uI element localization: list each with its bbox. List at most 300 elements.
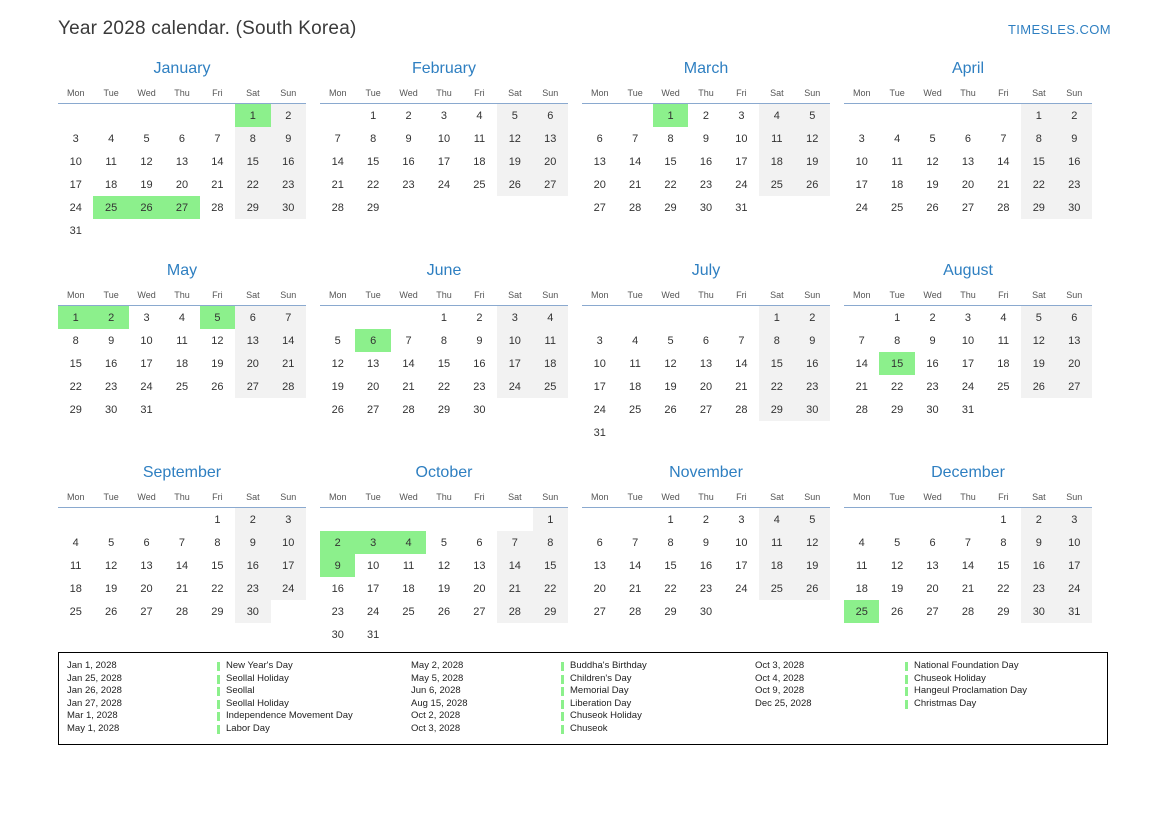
day-cell: 27 bbox=[533, 173, 568, 196]
empty-cell bbox=[391, 196, 426, 219]
week-row bbox=[844, 104, 1092, 128]
legend-holiday-name: Memorial Day bbox=[561, 685, 755, 698]
legend-date: Oct 9, 2028 bbox=[755, 685, 805, 697]
day-cell-holiday: 27 bbox=[164, 196, 199, 219]
weekday-header: Tue bbox=[617, 488, 652, 508]
day-cell: 23 bbox=[795, 375, 830, 398]
day-cell: 9 bbox=[1021, 531, 1056, 554]
month-august bbox=[844, 262, 1092, 444]
day-cell: 8 bbox=[894, 334, 901, 347]
empty-cell bbox=[653, 421, 688, 444]
day-cell: 9 bbox=[929, 334, 936, 347]
month-table bbox=[582, 84, 830, 219]
legend-date: Oct 3, 2028 bbox=[411, 722, 461, 734]
legend-dates-2 bbox=[411, 660, 561, 736]
day-cell: 24 bbox=[437, 178, 451, 191]
weekday-header: Thu bbox=[426, 488, 461, 508]
day-cell: 20 bbox=[533, 150, 568, 173]
week-row bbox=[320, 375, 568, 398]
weekday-header: Sun bbox=[795, 286, 830, 306]
empty-cell bbox=[426, 623, 461, 646]
day-cell: 5 bbox=[929, 132, 936, 145]
day-cell: 11 bbox=[856, 559, 868, 572]
day-cell: 15 bbox=[664, 155, 677, 168]
month-title: December bbox=[931, 464, 1005, 481]
day-cell: 25 bbox=[891, 201, 904, 214]
day-cell: 12 bbox=[105, 559, 118, 572]
weekday-header: Fri bbox=[462, 84, 497, 104]
day-cell: 16 bbox=[1021, 554, 1056, 577]
weekday-header: Fri bbox=[986, 84, 1021, 104]
day-cell: 1 bbox=[894, 311, 901, 324]
day-cell: 17 bbox=[69, 178, 82, 191]
weekday-header: Sun bbox=[795, 84, 830, 104]
day-cell: 29 bbox=[437, 403, 451, 416]
day-cell: 12 bbox=[211, 334, 224, 347]
day-cell: 30 bbox=[795, 398, 830, 421]
day-cell: 14 bbox=[175, 559, 189, 572]
legend-holiday-name: Chuseok bbox=[561, 723, 755, 736]
weekday-header: Tue bbox=[93, 488, 128, 508]
day-cell: 8 bbox=[72, 334, 79, 347]
day-cell: 5 bbox=[667, 334, 674, 347]
day-cell: 26 bbox=[891, 605, 904, 618]
day-cell: 20 bbox=[593, 178, 606, 191]
day-cell: 10 bbox=[437, 132, 451, 145]
week-row bbox=[320, 352, 568, 375]
empty-cell bbox=[129, 104, 164, 128]
day-cell: 6 bbox=[1057, 306, 1092, 330]
day-cell: 26 bbox=[1021, 375, 1056, 398]
day-cell-holiday: 25 bbox=[844, 600, 879, 623]
day-cell: 19 bbox=[211, 357, 224, 370]
legend-holiday-name: Chuseok Holiday bbox=[905, 673, 1099, 686]
month-september bbox=[58, 464, 306, 646]
weekday-header: Wed bbox=[653, 286, 688, 306]
month-february bbox=[320, 60, 568, 242]
day-cell: 28 bbox=[629, 201, 642, 214]
day-cell: 15 bbox=[437, 357, 451, 370]
empty-cell bbox=[391, 306, 426, 330]
month-november bbox=[582, 464, 830, 646]
day-cell: 2 bbox=[235, 508, 270, 532]
site-link[interactable]: TIMESLES.COM bbox=[1007, 22, 1111, 37]
week-row bbox=[844, 196, 1092, 219]
day-cell: 18 bbox=[533, 352, 568, 375]
day-cell: 18 bbox=[473, 155, 486, 168]
month-title: October bbox=[415, 464, 473, 481]
weekday-header: Mon bbox=[844, 488, 879, 508]
weekday-header: Fri bbox=[986, 488, 1021, 508]
day-cell: 11 bbox=[473, 132, 486, 145]
day-cell: 9 bbox=[795, 329, 830, 352]
day-cell: 23 bbox=[1057, 173, 1092, 196]
month-table bbox=[582, 488, 830, 623]
day-cell: 27 bbox=[235, 375, 270, 398]
empty-cell bbox=[391, 508, 426, 532]
empty-cell bbox=[759, 600, 794, 623]
empty-cell bbox=[653, 306, 688, 330]
empty-cell bbox=[795, 196, 830, 219]
day-cell: 4 bbox=[632, 334, 639, 347]
day-cell: 9 bbox=[702, 536, 710, 549]
day-cell: 9 bbox=[1057, 127, 1092, 150]
day-cell-holiday: 2 bbox=[93, 306, 128, 330]
empty-cell bbox=[844, 508, 879, 532]
week-row bbox=[58, 329, 306, 352]
day-cell: 9 bbox=[271, 127, 306, 150]
day-cell: 18 bbox=[105, 178, 118, 191]
weekday-header: Sat bbox=[759, 84, 794, 104]
weekday-header: Mon bbox=[58, 488, 93, 508]
day-cell: 13 bbox=[699, 357, 713, 370]
day-cell: 4 bbox=[72, 536, 79, 549]
day-cell: 3 bbox=[72, 132, 79, 145]
day-cell: 4 bbox=[476, 109, 483, 122]
week-row bbox=[844, 127, 1092, 150]
week-row bbox=[582, 329, 830, 352]
empty-cell bbox=[164, 219, 199, 242]
day-cell: 24 bbox=[271, 577, 306, 600]
day-cell: 28 bbox=[271, 375, 306, 398]
legend-group-2 bbox=[411, 660, 755, 736]
day-cell: 18 bbox=[759, 554, 794, 577]
day-cell: 28 bbox=[331, 201, 344, 214]
day-cell: 8 bbox=[370, 132, 377, 145]
weekday-header: Thu bbox=[426, 84, 461, 104]
day-cell: 3 bbox=[738, 513, 745, 526]
weekday-header: Sun bbox=[271, 286, 306, 306]
empty-cell bbox=[617, 421, 652, 444]
day-cell: 25 bbox=[69, 605, 82, 618]
day-cell: 3 bbox=[1057, 508, 1092, 532]
day-cell: 24 bbox=[593, 403, 606, 416]
day-cell: 13 bbox=[961, 155, 975, 168]
weekday-header: Tue bbox=[355, 84, 390, 104]
weekday-header: Tue bbox=[93, 286, 128, 306]
empty-cell bbox=[235, 219, 270, 242]
empty-cell bbox=[582, 104, 617, 128]
legend-names-2 bbox=[561, 660, 755, 736]
day-cell: 11 bbox=[759, 127, 794, 150]
week-row bbox=[58, 508, 306, 532]
day-cell: 3 bbox=[143, 311, 150, 324]
legend-holiday-name: Liberation Day bbox=[561, 698, 755, 711]
day-cell: 3 bbox=[596, 334, 603, 347]
day-cell: 16 bbox=[271, 150, 306, 173]
weekday-header: Sun bbox=[1057, 84, 1092, 104]
empty-cell bbox=[235, 398, 270, 421]
day-cell: 13 bbox=[926, 559, 939, 572]
day-cell: 1 bbox=[1021, 104, 1056, 128]
day-cell: 21 bbox=[175, 582, 189, 595]
weekday-header: Wed bbox=[129, 84, 164, 104]
week-row bbox=[58, 306, 306, 330]
day-cell: 2 bbox=[702, 109, 710, 122]
day-cell: 3 bbox=[858, 132, 865, 145]
day-cell: 25 bbox=[629, 403, 642, 416]
week-row bbox=[582, 508, 830, 532]
day-cell: 20 bbox=[473, 582, 486, 595]
day-cell: 14 bbox=[855, 357, 868, 370]
empty-cell bbox=[533, 623, 568, 646]
day-cell: 21 bbox=[211, 178, 224, 191]
day-cell: 18 bbox=[855, 582, 868, 595]
empty-cell bbox=[533, 398, 568, 421]
day-cell: 8 bbox=[440, 334, 448, 347]
day-cell: 22 bbox=[997, 582, 1010, 595]
day-cell: 23 bbox=[331, 605, 344, 618]
day-cell: 4 bbox=[894, 132, 901, 145]
day-cell: 17 bbox=[271, 554, 306, 577]
legend-holiday-name: Buddha's Birthday bbox=[561, 660, 755, 673]
day-cell: 28 bbox=[497, 600, 532, 623]
day-cell: 11 bbox=[105, 155, 117, 168]
weekday-header: Sat bbox=[759, 488, 794, 508]
day-cell: 8 bbox=[214, 536, 221, 549]
legend-date: Jan 26, 2028 bbox=[67, 685, 122, 697]
day-cell: 21 bbox=[271, 352, 306, 375]
day-cell: 30 bbox=[331, 628, 344, 641]
weekday-header: Fri bbox=[462, 488, 497, 508]
day-cell: 5 bbox=[108, 536, 115, 549]
day-cell: 19 bbox=[664, 380, 677, 393]
holiday-legend bbox=[58, 652, 1108, 745]
month-table bbox=[320, 84, 568, 219]
day-cell: 23 bbox=[105, 380, 118, 393]
week-row bbox=[58, 554, 306, 577]
day-cell: 27 bbox=[961, 201, 975, 214]
week-row bbox=[582, 554, 830, 577]
day-cell: 31 bbox=[140, 403, 153, 416]
day-cell: 14 bbox=[997, 155, 1010, 168]
month-table bbox=[58, 488, 306, 623]
day-cell: 24 bbox=[855, 201, 868, 214]
day-cell: 12 bbox=[795, 531, 830, 554]
legend-date: Jan 25, 2028 bbox=[67, 672, 122, 684]
day-cell: 10 bbox=[271, 531, 306, 554]
day-cell: 16 bbox=[699, 559, 713, 572]
day-cell: 22 bbox=[664, 582, 677, 595]
day-cell-holiday: 4 bbox=[391, 531, 426, 554]
day-cell: 7 bbox=[271, 306, 306, 330]
week-row bbox=[582, 421, 830, 444]
empty-cell bbox=[462, 623, 497, 646]
day-cell: 7 bbox=[738, 334, 745, 347]
day-cell: 15 bbox=[664, 559, 677, 572]
day-cell: 19 bbox=[926, 178, 939, 191]
day-cell: 6 bbox=[964, 132, 972, 145]
week-row bbox=[844, 554, 1092, 577]
week-row bbox=[844, 329, 1092, 352]
weekday-header: Wed bbox=[915, 488, 950, 508]
empty-cell bbox=[426, 508, 461, 532]
day-cell: 16 bbox=[1057, 150, 1092, 173]
day-cell-holiday: 15 bbox=[879, 352, 914, 375]
day-cell: 5 bbox=[497, 104, 532, 128]
day-cell: 2 bbox=[929, 311, 936, 324]
weekday-header: Thu bbox=[950, 488, 985, 508]
empty-cell bbox=[950, 104, 985, 128]
day-cell: 25 bbox=[759, 173, 794, 196]
day-cell: 14 bbox=[961, 559, 975, 572]
weekday-header: Sun bbox=[271, 488, 306, 508]
empty-cell bbox=[164, 398, 199, 421]
day-cell: 1 bbox=[667, 513, 674, 526]
month-title: June bbox=[426, 262, 462, 279]
day-cell: 29 bbox=[235, 196, 270, 219]
weekday-header: Sat bbox=[759, 286, 794, 306]
day-cell: 21 bbox=[735, 380, 748, 393]
day-cell: 1 bbox=[1000, 513, 1007, 526]
day-cell: 26 bbox=[331, 403, 344, 416]
day-cell: 21 bbox=[997, 178, 1010, 191]
month-table bbox=[844, 84, 1092, 219]
day-cell: 13 bbox=[593, 155, 606, 168]
month-title: August bbox=[943, 262, 993, 279]
weekday-header: Sat bbox=[1021, 286, 1056, 306]
day-cell: 4 bbox=[1000, 311, 1007, 324]
empty-cell bbox=[271, 600, 306, 623]
month-table bbox=[58, 286, 306, 421]
month-table bbox=[844, 286, 1092, 421]
day-cell: 12 bbox=[795, 127, 830, 150]
day-cell: 8 bbox=[667, 132, 674, 145]
day-cell: 26 bbox=[664, 403, 677, 416]
day-cell: 20 bbox=[593, 582, 606, 595]
week-row bbox=[58, 375, 306, 398]
day-cell-holiday: 9 bbox=[320, 554, 355, 577]
empty-cell bbox=[986, 104, 1021, 128]
day-cell: 5 bbox=[143, 132, 150, 145]
day-cell: 10 bbox=[140, 334, 153, 347]
legend-names-1 bbox=[217, 660, 411, 736]
day-cell: 11 bbox=[533, 329, 568, 352]
day-cell: 29 bbox=[759, 398, 794, 421]
day-cell: 14 bbox=[402, 357, 415, 370]
day-cell: 18 bbox=[997, 357, 1010, 370]
empty-cell bbox=[320, 104, 355, 128]
weekday-header: Fri bbox=[724, 488, 759, 508]
day-cell: 12 bbox=[1021, 329, 1056, 352]
legend-group-1 bbox=[67, 660, 411, 736]
day-cell: 22 bbox=[211, 582, 224, 595]
day-cell: 8 bbox=[1021, 127, 1056, 150]
day-cell: 7 bbox=[214, 132, 221, 145]
week-row bbox=[844, 531, 1092, 554]
empty-cell bbox=[950, 508, 985, 532]
day-cell: 14 bbox=[331, 155, 344, 168]
empty-cell bbox=[58, 508, 93, 532]
day-cell: 12 bbox=[891, 559, 904, 572]
day-cell: 23 bbox=[473, 380, 486, 393]
day-cell: 20 bbox=[926, 582, 939, 595]
day-cell: 14 bbox=[629, 559, 642, 572]
empty-cell bbox=[462, 508, 497, 532]
day-cell: 31 bbox=[69, 224, 82, 237]
day-cell: 16 bbox=[795, 352, 830, 375]
day-cell: 19 bbox=[891, 582, 904, 595]
weekday-header: Wed bbox=[915, 286, 950, 306]
day-cell: 7 bbox=[858, 334, 865, 347]
day-cell: 7 bbox=[632, 536, 639, 549]
day-cell: 8 bbox=[235, 127, 270, 150]
day-cell: 23 bbox=[926, 380, 939, 393]
week-row bbox=[582, 531, 830, 554]
empty-cell bbox=[724, 421, 759, 444]
day-cell: 7 bbox=[178, 536, 186, 549]
day-cell: 17 bbox=[140, 357, 153, 370]
empty-cell bbox=[759, 196, 794, 219]
day-cell: 26 bbox=[211, 380, 224, 393]
day-cell: 5 bbox=[1021, 306, 1056, 330]
day-cell: 23 bbox=[402, 178, 415, 191]
weekday-header: Thu bbox=[688, 84, 723, 104]
day-cell: 6 bbox=[596, 132, 603, 145]
day-cell: 19 bbox=[1021, 352, 1056, 375]
day-cell: 29 bbox=[69, 403, 82, 416]
day-cell: 9 bbox=[235, 531, 270, 554]
empty-cell bbox=[617, 508, 652, 532]
day-cell: 11 bbox=[759, 531, 794, 554]
legend-holiday-name: Seollal Holiday bbox=[217, 673, 411, 686]
weekday-header: Thu bbox=[164, 84, 199, 104]
day-cell: 20 bbox=[367, 380, 380, 393]
day-cell: 24 bbox=[1057, 577, 1092, 600]
month-title: January bbox=[153, 60, 211, 77]
day-cell: 17 bbox=[961, 357, 975, 370]
empty-cell bbox=[497, 398, 532, 421]
weekday-header: Wed bbox=[653, 84, 688, 104]
week-row bbox=[58, 577, 306, 600]
week-row bbox=[320, 173, 568, 196]
week-row bbox=[582, 306, 830, 330]
weekday-header: Mon bbox=[582, 286, 617, 306]
weekday-header: Sun bbox=[533, 84, 568, 104]
day-cell: 15 bbox=[211, 559, 224, 572]
empty-cell bbox=[582, 306, 617, 330]
week-row bbox=[58, 531, 306, 554]
weekday-header: Thu bbox=[950, 84, 985, 104]
weekday-header: Sat bbox=[235, 286, 270, 306]
weekday-header: Sat bbox=[235, 488, 270, 508]
day-cell: 17 bbox=[735, 155, 748, 168]
day-cell: 21 bbox=[497, 577, 532, 600]
weekday-header: Thu bbox=[688, 286, 723, 306]
page-header bbox=[58, 0, 1111, 40]
weekday-header: Wed bbox=[391, 488, 426, 508]
month-table bbox=[582, 286, 830, 444]
week-row bbox=[320, 196, 568, 219]
day-cell: 31 bbox=[735, 201, 748, 214]
day-cell: 4 bbox=[178, 311, 186, 324]
empty-cell bbox=[391, 623, 426, 646]
weekday-header: Wed bbox=[391, 84, 426, 104]
week-row bbox=[844, 375, 1092, 398]
weekday-header: Sun bbox=[533, 286, 568, 306]
legend-holiday-name: Independence Movement Day bbox=[217, 710, 411, 723]
day-cell: 12 bbox=[664, 357, 677, 370]
day-cell: 26 bbox=[795, 577, 830, 600]
day-cell: 29 bbox=[997, 605, 1010, 618]
day-cell: 21 bbox=[961, 582, 975, 595]
day-cell: 27 bbox=[593, 201, 606, 214]
month-title: February bbox=[411, 60, 477, 77]
day-cell: 4 bbox=[759, 104, 794, 128]
day-cell: 23 bbox=[271, 173, 306, 196]
empty-cell bbox=[271, 219, 306, 242]
day-cell: 22 bbox=[533, 577, 568, 600]
